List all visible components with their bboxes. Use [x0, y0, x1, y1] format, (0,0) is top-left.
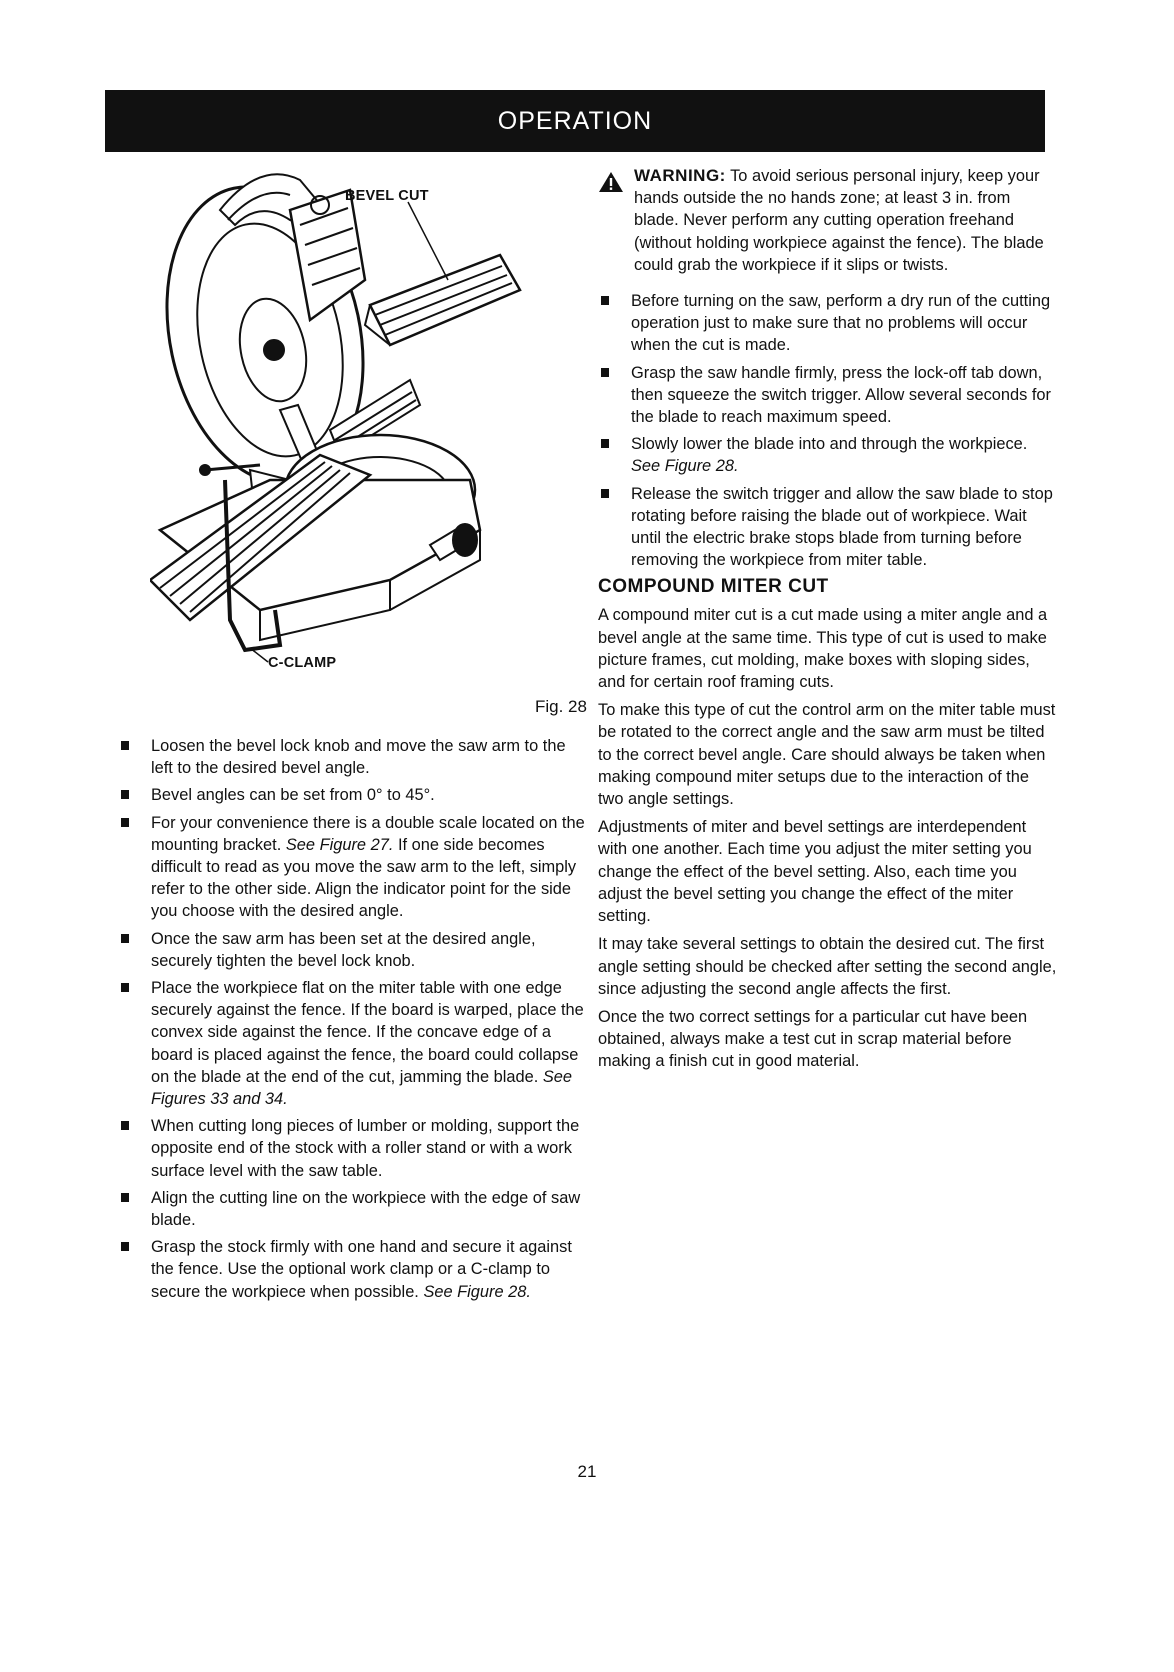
figure-reference: See Figures 33 and 34.: [151, 1067, 573, 1109]
list-item: Grasp the stock firmly with one hand and secure it against the fence. Use the optional work clamp or a C-clamp to secure the workpiece when possible. See Figure 28.: [118, 1236, 588, 1303]
section-title-operation: OPERATION: [497, 106, 653, 135]
bullet-square-icon: [601, 439, 609, 448]
paragraph: Once the two correct settings for a particular cut have been obtained, always make a test cut in scrap material before making a finish cut in good material.: [598, 1007, 1028, 1071]
bullet-square-icon: [121, 741, 129, 750]
warning-triangle-icon: [598, 171, 624, 193]
bullet-square-icon: [121, 790, 129, 799]
bullet-square-icon: [121, 1242, 129, 1251]
figure-reference: See Figure 28.: [423, 1282, 531, 1301]
figure-label-bevel-cut: BEVEL CUT: [345, 188, 429, 204]
figure-reference: See Figure 27.: [285, 835, 394, 854]
figure-28-bevel-cut: [150, 150, 590, 710]
bullet-square-icon: [121, 934, 129, 943]
bullet-square-icon: [121, 1121, 129, 1130]
right-bullet-list: [598, 290, 1058, 571]
figure-caption: Fig. 28: [535, 697, 587, 716]
right-column: [598, 165, 1058, 1079]
warning-block: [598, 165, 1058, 276]
list-item: Bevel angles can be set from 0° to 45°.: [118, 784, 588, 806]
bullet-square-icon: [121, 1193, 129, 1202]
warning-label: WARNING:: [634, 166, 726, 185]
paragraph: It may take several settings to obtain the desired cut. The first angle setting should be checked after setting the second angle, since adjusting the second angle affects the first.: [598, 935, 1057, 998]
list-item: When cutting long pieces of lumber or molding, support the opposite end of the stock with a roller stand or with a work surface level with the saw table.: [118, 1115, 588, 1182]
list-item: Once the saw arm has been set at the desired angle, securely tighten the bevel lock knob.: [118, 928, 588, 972]
paragraph: Adjustments of miter and bevel settings are interdependent with one another. Each time you adjust the miter setting you change the effect of the bevel setting. Also, each time you adjust the bevel setting you change the effect of the miter setting.: [598, 818, 1032, 926]
warning-text: To avoid serious personal injury, keep your hands outside the no hands zone; at least 3 in. from blade. Never perform any cutting operation freehand (without holding workpiece against the fence). The blade could grab the workpiece if it slips or twists.: [634, 167, 1044, 274]
list-item: Slowly lower the blade into and through the workpiece. See Figure 28.: [598, 433, 1058, 477]
figure-reference: See Figure 28.: [631, 457, 739, 476]
left-column: [118, 735, 588, 1308]
bullet-square-icon: [121, 818, 129, 827]
section-heading-compound-miter-cut: COMPOUND MITER CUT: [598, 576, 829, 598]
bullet-square-icon: [121, 983, 129, 992]
section-header-bar: [105, 90, 1045, 152]
list-item: Release the switch trigger and allow the saw blade to stop rotating before raising the blade out of workpiece. Wait until the electric brake stops blade from turning before removing the workpiece from miter table.: [598, 483, 1058, 572]
page-number: 21: [577, 1462, 597, 1481]
list-item: Place the workpiece flat on the miter table with one edge securely against the fence. If the board is warped, place the convex side against the fence. If the concave edge of a board is placed against the fence, the board could collapse on the blade at the end of the cut, jamming the blade. See Figures 33 and 34.: [118, 977, 588, 1110]
list-item: Grasp the saw handle firmly, press the lock-off tab down, then squeeze the switch trigger. Allow several seconds for the blade to reach maximum speed.: [598, 362, 1058, 429]
bullet-square-icon: [601, 489, 609, 498]
paragraph: To make this type of cut the control arm on the miter table must be rotated to the correct angle and the saw arm must be tilted to the correct bevel angle. Care should always be taken when making compound miter setups due to the interaction of the two angle settings.: [598, 701, 1056, 809]
bullet-square-icon: [601, 296, 609, 305]
list-item: Align the cutting line on the workpiece with the edge of saw blade.: [118, 1187, 588, 1231]
miter-saw-illustration: [150, 150, 590, 710]
paragraph: A compound miter cut is a cut made using a miter angle and a bevel angle at the same time. This type of cut is used to make picture frames, cut molding, make boxes with sloping sides, and for certain roof framing cuts.: [598, 606, 1048, 692]
bullet-square-icon: [601, 368, 609, 377]
list-item: For your convenience there is a double scale located on the mounting bracket. See Figure 27. If one side becomes difficult to read as you move the saw arm to the left, simply refer to the other side. Align the indicator point for the side you choose with the desired angle.: [118, 812, 588, 923]
left-bullet-list: [118, 735, 588, 1303]
figure-label-c-clamp: C-CLAMP: [268, 655, 337, 671]
list-item: Before turning on the saw, perform a dry run of the cutting operation just to make sure that no problems will occur when the cut is made.: [598, 290, 1058, 357]
list-item: Loosen the bevel lock knob and move the saw arm to the left to the desired bevel angle.: [118, 735, 588, 779]
